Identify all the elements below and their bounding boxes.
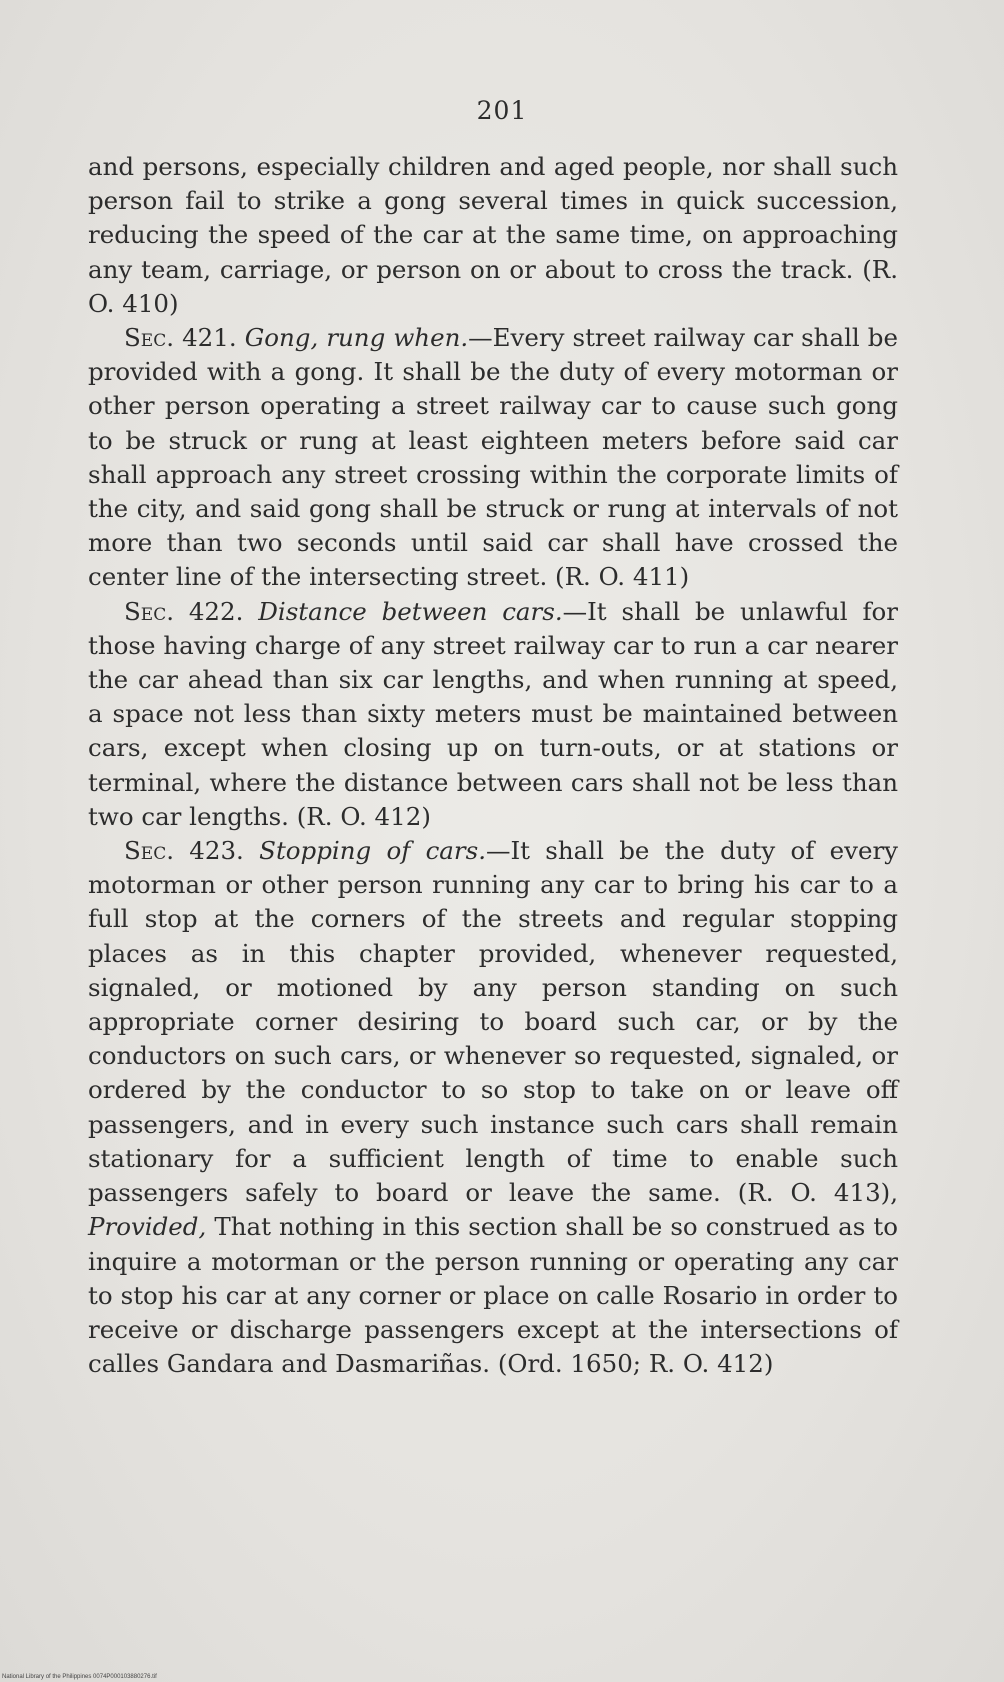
section-423	[88, 834, 898, 1381]
section-label: Sec.	[124, 836, 174, 866]
section-heading: Distance between cars.	[258, 596, 563, 626]
section-body: —Every street railway car shall be provided with a gong. It shall be the duty of every motorman or other person operating a street railway car to cause such gong to be struck or rung at least eighteen meters before said car shall approach any street crossing within the corporate limits of the city, and said gong shall be struck or rung at intervals of not more than two seconds until said car shall have crossed the center line of the intersecting street. (R. O. 411)	[88, 323, 898, 592]
section-label: Sec.	[124, 323, 174, 353]
library-footer: National Library of the Philippines 0074P000103880276.tif	[2, 1674, 157, 1680]
section-label: Sec.	[124, 596, 174, 626]
section-heading: Stopping of cars.	[259, 836, 486, 866]
section-heading: Gong, rung when.	[244, 323, 469, 353]
section-body: —It shall be unlawful for those having charge of any street railway car to run a car nearer the car ahead than six car lengths, and when running at speed, a space not less than sixty meters must be maintained between cars, except when closing up on turn-outs, or at stations or terminal, where the distance between cars shall not be less than two car lengths. (R. O. 412)	[88, 596, 898, 831]
section-422	[88, 595, 898, 834]
section-number: 421.	[182, 323, 237, 353]
section-body: —It shall be the duty of every motorman or other person running any car to bring his car to a full stop at the corners of the streets and regular stopping places as in this chapter provided, whenever requested, signaled, or motioned by any person standing on such appropriate corner desiring to board such car, or by the conductors on such cars, or whenever so requested, signaled, or ordered by the conductor to so stop to take on or leave off passengers, and in every such instance such cars shall remain stationary for a sufficient length of time to enable such passengers safely to board or leave the same. (R. O. 413),	[88, 836, 899, 1208]
section-421	[88, 321, 898, 595]
continuation-paragraph: and persons, especially children and aged people, nor shall such person fail to strike a gong several times in quick succession, reducing the speed of the car at the same time, on approaching any team, carriage, or person on or about to cross the track. (R. O. 410)	[88, 152, 898, 318]
proviso-label: Provided,	[88, 1212, 207, 1242]
section-number: 423.	[189, 836, 244, 866]
body-text	[88, 150, 898, 1381]
proviso-text: That nothing in this section shall be so construed as to inquire a motorman or the person running or operating any car to stop his car at any corner or place on calle Rosario in order to receive or discharge passengers except at the intersections of calles Gandara and Dasmariñas. (Ord. 1650; R. O. 412)	[88, 1212, 898, 1379]
page-number: 201	[476, 96, 528, 125]
section-number: 422.	[188, 596, 244, 626]
